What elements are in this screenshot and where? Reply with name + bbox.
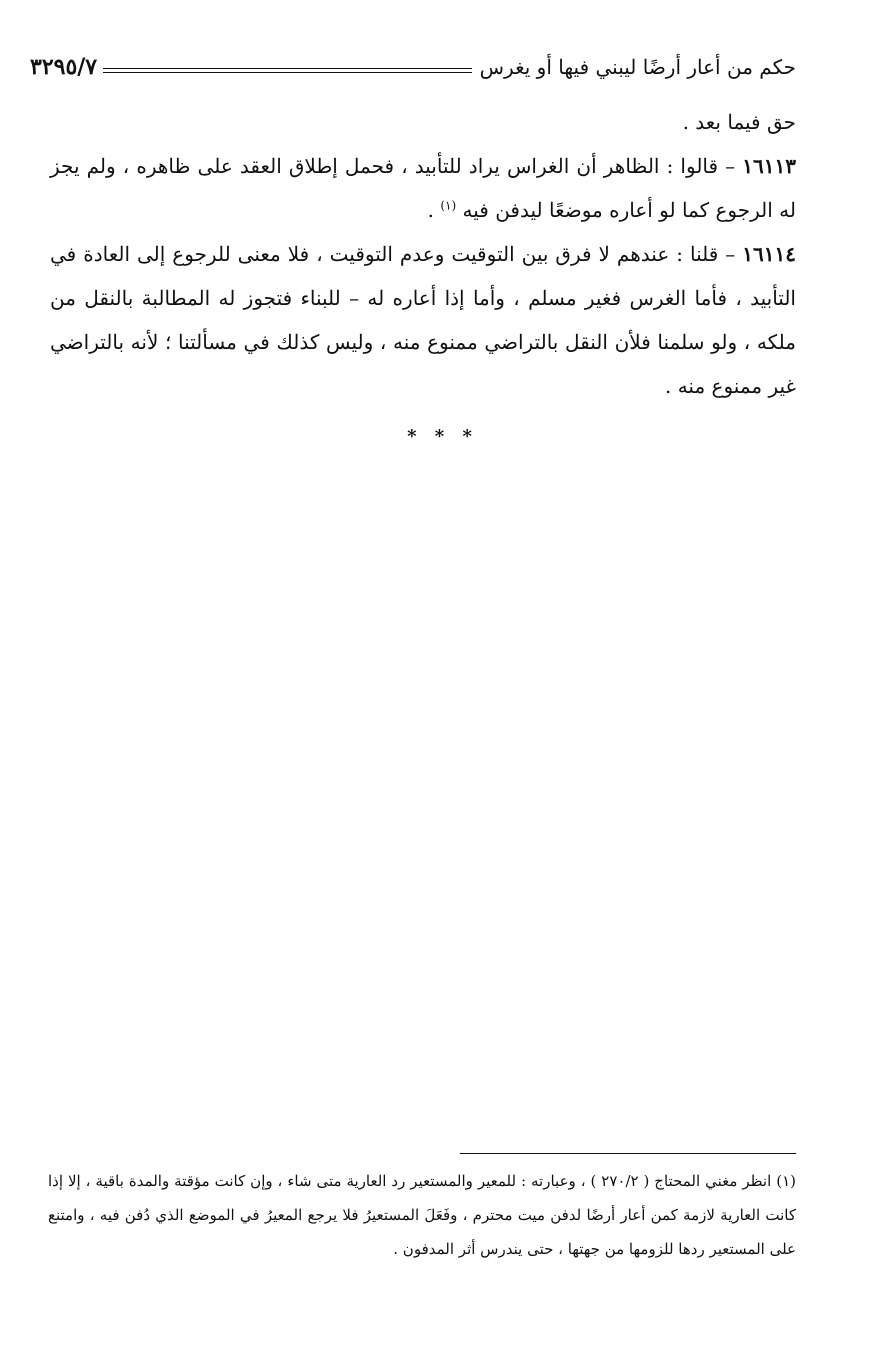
header-rule [103,68,472,73]
main-text [50,100,796,408]
footnote-rule [460,1153,796,1154]
paragraph-text: – قالوا : الظاهر أن الغراس يراد للتأبيد ، فحمل إطلاق العقد على ظاهره ، ولم يجز له الرجوع كما لو أعاره موضعًا ليدفن فيه [50,154,796,222]
paragraph-end: . [427,198,441,222]
paragraph-number: ١٦١١٣ [742,154,796,178]
footnote-reference[interactable]: (١) [440,198,457,213]
paragraph-16114 [50,232,796,408]
running-title: حكم من أعار أرضًا ليبني فيها أو يغرس [479,55,796,79]
continuation-line: حق فيما بعد . [682,110,796,134]
page-number: ٣٢٩٥/٧ [30,54,98,80]
running-header [30,44,796,90]
paragraph-16113 [50,144,796,232]
section-separator: * * * [407,426,478,447]
footnote: (١) انظر مغني المحتاج ( ٢٧٠/٢ ) ، وعبارته : للمعير والمستعير رد العارية متى شاء ، وإن كانت مؤقتة والمدة باقية ، إلا إذا كانت العارية لازمة كمن أعار أرضًا لدفن ميت محترم ، وفَعَلَ المستعيرُ فلا يرجع المعيرُ في الموضع الذي دُفن فيه ، وامتنع على المستعير ردها للزومها من جهتها ، حتى يندرس أثر المدفون . [48,1172,796,1258]
paragraph-number: ١٦١١٤ [742,242,796,266]
paragraph-text: – قلنا : عندهم لا فرق بين التوقيت وعدم التوقيت ، فلا معنى للرجوع إلى العادة في التأبيد ، فأما الغرس فغير مسلم ، وأما إذا أعاره له – للبناء فتجوز له المطالبة بالنقل من ملكه ، ولو سلمنا فلأن النقل بالتراضي ممنوع منه ، وليس كذلك في مسألتنا ؛ لأنه بالتراضي غير ممنوع منه . [50,242,796,398]
